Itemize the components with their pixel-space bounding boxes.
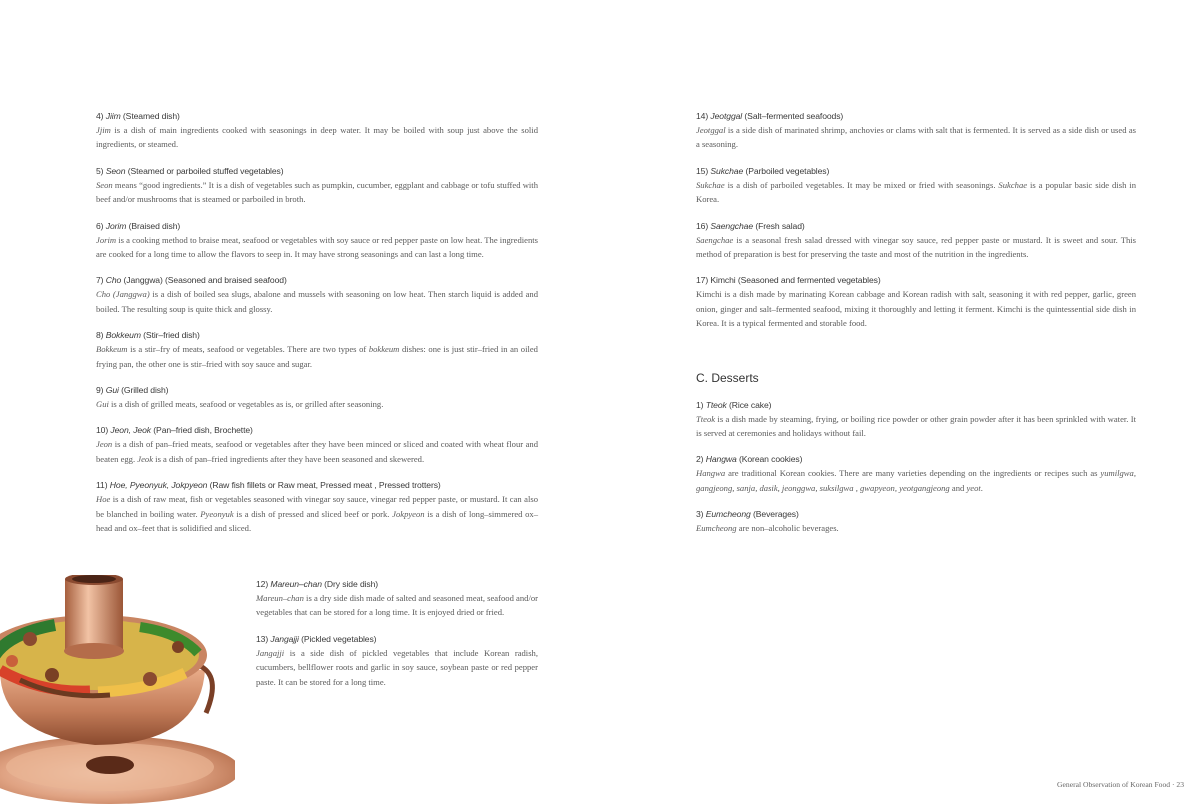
entry-gui <box>96 384 538 411</box>
lower-column <box>256 578 538 702</box>
entry-body: Saengchae is a seasonal fresh salad dressed with vinegar soy sauce, red pepper paste or mustard. It is sweet and sour. This method of preparation is best for preserving the taste and most of the nutrition in the ingredients. <box>696 234 1136 260</box>
entry-heading: 12) Mareun–chan (Dry side dish) <box>256 579 379 589</box>
entry-heading: 3) Eumcheong (Beverages) <box>696 509 799 520</box>
entry-body: Seon means “good ingredients.” It is a dish of vegetables such as pumpkin, cucumber, eggplant and cabbage or tofu stuffed with beef and/or mushrooms that is steamed or parboiled in broth. <box>96 179 538 205</box>
entry-heading: 1) Tteok (Rice cake) <box>696 399 772 410</box>
entry-heading: 8) Bokkeum (Stir–fried dish) <box>96 330 200 341</box>
entry-term: Jiim <box>105 111 121 121</box>
entry-heading: 13) Jangajji (Pickled vegetables) <box>256 633 377 644</box>
entry-eumcheong <box>696 508 1136 535</box>
entry-body: Hangwa are traditional Korean cookies. There are many varieties depending on the ingredients or recipes such as yumilgwa, gangjeong, sanja, dasik, jeonggwa, suksilgwa , gwapyeon, yeotgangjeong and yeot. <box>696 468 1136 493</box>
entry-sukchae <box>696 165 1136 207</box>
entry-heading: 2) Hangwa (Korean cookies) <box>696 454 803 465</box>
entry-body: Sukchae is a dish of parboiled vegetables. It may be mixed or fried with seasonings. Sukchae is a popular basic side dish in Korea. <box>696 179 1136 205</box>
entry-body: Tteok is a dish made by steaming, frying, or boiling rice powder or other grain powder after it has been sprinkled with water. It is served at ceremonies and holidays without fail. <box>696 413 1136 439</box>
entry-jeotggal <box>696 110 1136 152</box>
entry-body: Bokkeum is a stir–fry of meats, seafood or vegetables. There are two types of bokkeum dishes: one is just stir–fried in an oiled frying pan, the other one is stir–fried with soy sauce and sugar. <box>96 344 538 369</box>
page-footer: General Observation of Korean Food · 23 <box>1057 780 1184 789</box>
hotpot-photo <box>0 575 235 805</box>
entry-heading: 5) Seon (Steamed or parboiled stuffed vegetables) <box>96 165 284 176</box>
entry-body: Jeon is a dish of pan–fried meats, seafood or vegetables after they have been minced or sliced and coated with wheat flour and beaten egg. Jeok is a dish of pan–fried ingredients after they have been seasoned and skewered. <box>96 439 538 464</box>
entry-seon <box>96 165 538 207</box>
entry-jangajji <box>256 633 538 689</box>
entry-body: Jjim is a dish of main ingredients cooked with seasonings in deep water. It may be boiled with soup just above the solid ingredients, or steamed. <box>96 125 538 150</box>
entry-kimchi <box>696 274 1136 330</box>
entry-body: Jorim is a cooking method to braise meat, seafood or vegetables with soy sauce or red pepper paste on low heat. The ingredients are cooked for a long time to allow the flavors to seep in. It may have strong seasonings and can last a long time. <box>96 234 538 260</box>
entry-cho <box>96 274 538 316</box>
entry-bokkeum <box>96 329 538 371</box>
entry-jorim <box>96 220 538 262</box>
entry-heading: 15) Sukchae (Parboiled vegetables) <box>696 165 830 176</box>
entry-body: Eumcheong are non–alcoholic beverages. <box>696 523 839 534</box>
entry-saengchae <box>696 220 1136 262</box>
entry-heading: 9) Gui (Grilled dish) <box>96 385 169 396</box>
entry-jjim <box>96 110 538 152</box>
entry-heading: 7) Cho (Janggwa) (Seasoned and braised seafood) <box>96 275 287 286</box>
entry-body: Kimchi is a dish made by marinating Korean cabbage and Korean radish with salt, seasoning it with red pepper, garlic, green onion, ginger and salt–fermented seafood, mixing it thoroughly and letting it ferment. Kimchi is the quintessential side dish in Korea. It is a typical fermented and storable food. <box>696 289 1136 329</box>
entry-heading: 16) Saengchae (Fresh salad) <box>696 220 805 231</box>
entry-gloss: (Steamed dish) <box>122 111 180 121</box>
entry-heading: 6) Jorim (Braised dish) <box>96 220 181 231</box>
right-column <box>696 110 1136 549</box>
left-column <box>96 110 538 549</box>
entry-heading: 11) Hoe, Pyeonyuk, Jokpyeon (Raw fish fillets or Raw meat, Pressed meat , Pressed trotters) <box>96 480 441 491</box>
entry-heading: 10) Jeon, Jeok (Pan–fried dish, Brochette) <box>96 425 253 436</box>
entry-body: Hoe is a dish of raw meat, fish or vegetables seasoned with vinegar soy sauce, vinegar red pepper paste, or mustard. It can also be blanched in boiling water. Pyeonyuk is a dish of pressed and sliced beef or pork. Jokpyeon is a dish of long–simmered ox–head and ox–feet that is solidified and sliced. <box>96 494 538 534</box>
entry-hoe <box>96 479 538 535</box>
entry-body: Jeotggal is a side dish of marinated shrimp, anchovies or clams with salt that is fermented. It is served as a side dish or used as a seasoning. <box>696 125 1136 150</box>
entry-jeon-jeok <box>96 424 538 466</box>
entry-tteok <box>696 399 1136 441</box>
entry-number: 4) <box>96 111 104 121</box>
entry-hangwa <box>696 453 1136 495</box>
entry-body: Jangajji is a side dish of pickled vegetables that include Korean radish, cucumbers, bellflower roots and garlic in soy sauce, soybean paste or red pepper paste. It can be stored for a long time. <box>256 647 538 687</box>
entry-heading: 17) Kimchi (Seasoned and fermented vegetables) <box>696 275 881 286</box>
section-title-desserts: C. Desserts <box>696 370 759 385</box>
entry-body: Gui is a dish of grilled meats, seafood or vegetables as is, or grilled after seasoning. <box>96 399 384 410</box>
entry-heading: 14) Jeotggal (Salt–fermented seafoods) <box>696 111 844 121</box>
entry-body: Mareun–chan is a dry side dish made of salted and seasoned meat, seafood and/or vegetables that can be stored for a long time. It is enjoyed dried or fried. <box>256 593 538 618</box>
entry-mareun-chan <box>256 578 538 620</box>
entry-body: Cho (Janggwa) is a dish of boiled sea slugs, abalone and mussels with seasoning on low heat. Then starch liquid is added and boiled. The resulting soup is quite thick and glossy. <box>96 289 538 314</box>
entry-heading <box>96 110 538 123</box>
